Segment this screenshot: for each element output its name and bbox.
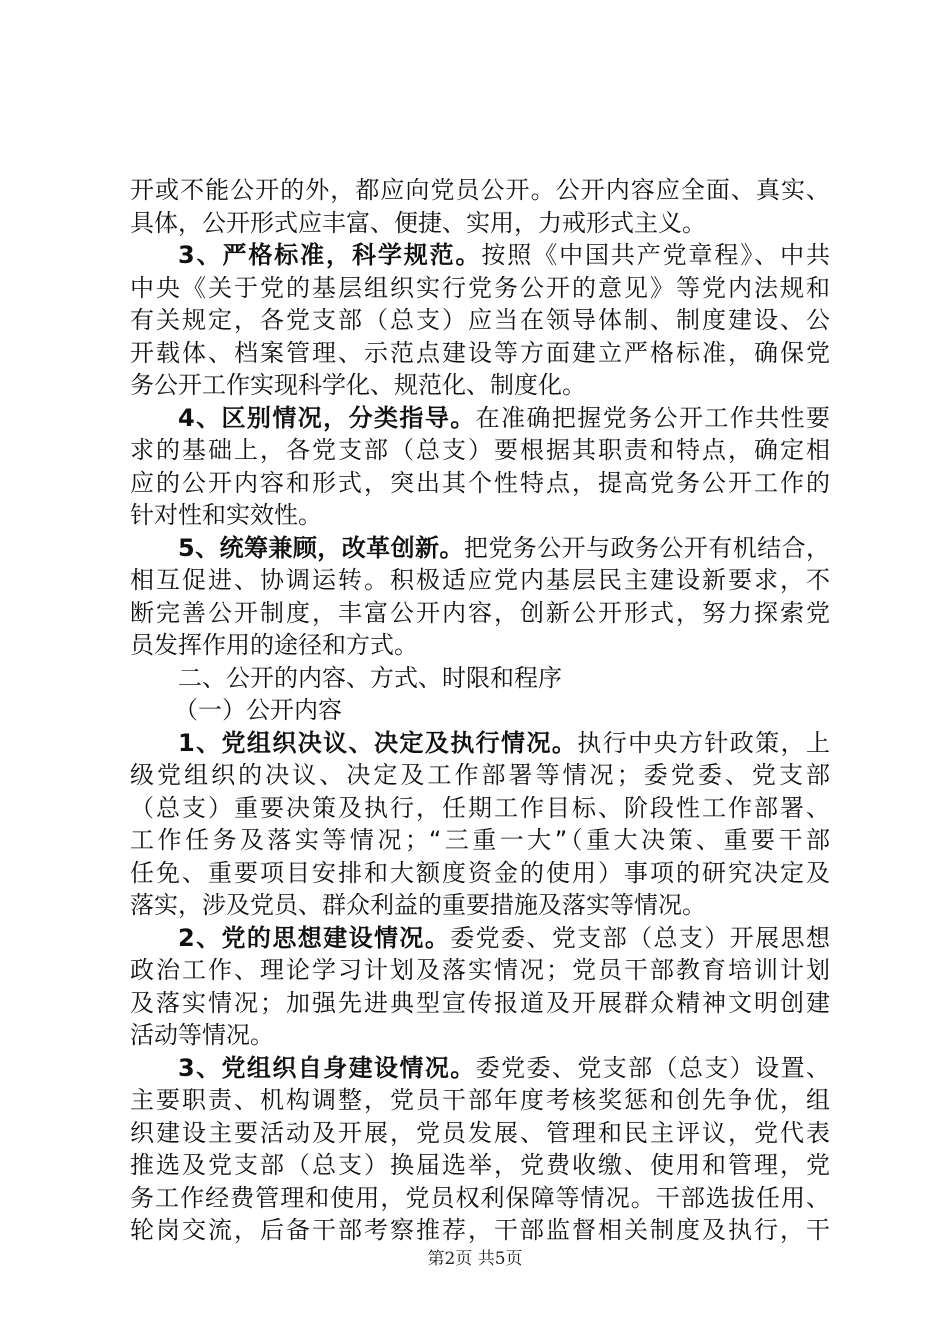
text-line: 员发挥作用的途径和方式。 xyxy=(130,631,418,659)
paragraph-heading: 3、党组织自身建设情况。 xyxy=(178,1053,476,1082)
text-line: 活动等情况。 xyxy=(130,1021,274,1049)
paragraph-first-line xyxy=(130,727,830,760)
text-line: 中央《关于党的基层组织实行党务公开的意见》等党内法规和 xyxy=(130,273,830,302)
text-line: 工作任务及落实等情况；“三重一大”（重大决策、重要干部 xyxy=(130,826,830,854)
paragraph-heading: 2、党的思想建设情况。 xyxy=(178,923,451,952)
text-line: 求的基础上，各党支部（总支）要根据其职责和特点，确定相 xyxy=(130,436,830,464)
paragraph-text: 委党委、党支部（总支）设置、 xyxy=(475,1053,831,1082)
text-line: 有关规定，各党支部（总支）应当在领导体制、制度建设、公 xyxy=(130,306,830,334)
page-footer: 第2页 共5页 xyxy=(427,1249,523,1269)
text-line: 主要职责、机构调整，党员干部年度考核奖惩和创先争优，组 xyxy=(130,1086,830,1114)
text-line: 务公开工作实现科学化、规范化、制度化。 xyxy=(130,371,586,399)
text-line: 政治工作、理论学习计划及落实情况；党员干部教育培训计划 xyxy=(130,956,830,984)
text-line: 应的公开内容和形式，突出其个性特点，提高党务公开工作的 xyxy=(130,468,830,497)
paragraph-first-line xyxy=(130,402,830,435)
paragraph-first-line xyxy=(130,922,830,955)
text-line: 织建设主要活动及开展，党员发展、管理和民主评议，党代表 xyxy=(130,1118,830,1147)
text-line: 落实，涉及党员、群众利益的重要措施及落实等情况。 xyxy=(130,891,706,919)
text-line: 推选及党支部（总支）换届选举，党费收缴、使用和管理，党 xyxy=(130,1151,830,1179)
section-heading: 二、公开的内容、方式、时限和程序 xyxy=(178,663,562,692)
text-line: 务工作经费管理和使用，党员权利保障等情况。干部选拔任用、 xyxy=(130,1183,830,1212)
text-line: 任免、重要项目安排和大额度资金的使用）事项的研究决定及 xyxy=(130,858,830,887)
paragraph-first-line xyxy=(130,239,830,272)
paragraph-heading: 3、严格标准，科学规范。 xyxy=(178,241,482,269)
text-line: 开载体、档案管理、示范点建设等方面建立严格标准，确保党 xyxy=(130,338,830,367)
paragraph-heading: 4、区别情况，分类指导。 xyxy=(178,403,476,432)
text-line: 相互促进、协调运转。积极适应党内基层民主建设新要求，不 xyxy=(130,566,830,594)
paragraph-text: 执行中央方针政策，上 xyxy=(577,728,831,757)
paragraph-heading: 5、统筹兼顾，改革创新。 xyxy=(178,533,464,562)
text-line: 轮岗交流，后备干部考察推荐，干部监督相关制度及执行，干 xyxy=(130,1216,830,1244)
text-line: 及落实情况；加强先进典型宣传报道及开展群众精神文明创建 xyxy=(130,988,830,1017)
paragraph-text: 按照《中国共产党章程》、中共 xyxy=(481,241,830,269)
subsection-heading: （一）公开内容 xyxy=(174,696,342,724)
paragraph-first-line xyxy=(130,532,830,565)
text-line: 开或不能公开的外，都应向党员公开。公开内容应全面、真实、 xyxy=(130,176,830,204)
text-line: 针对性和实效性。 xyxy=(130,501,322,529)
text-line: 级党组织的决议、决定及工作部署等情况；委党委、党支部 xyxy=(130,761,830,789)
text-line: 断完善公开制度，丰富公开内容，创新公开形式，努力探索党 xyxy=(130,598,830,627)
text-line: 具体，公开形式应丰富、便捷、实用，力戒形式主义。 xyxy=(130,208,706,237)
paragraph-heading: 1、党组织决议、决定及执行情况。 xyxy=(178,728,578,757)
paragraph-text: 委党委、党支部（总支）开展思想 xyxy=(450,923,830,952)
paragraph-text: 把党务公开与政务公开有机结合， xyxy=(463,533,831,562)
body-text xyxy=(130,174,830,1247)
paragraph-first-line xyxy=(130,1052,830,1085)
paragraph-text: 在准确把握党务公开工作共性要 xyxy=(475,403,831,432)
text-line: （总支）重要决策及执行，任期工作目标、阶段性工作部署、 xyxy=(130,793,830,822)
